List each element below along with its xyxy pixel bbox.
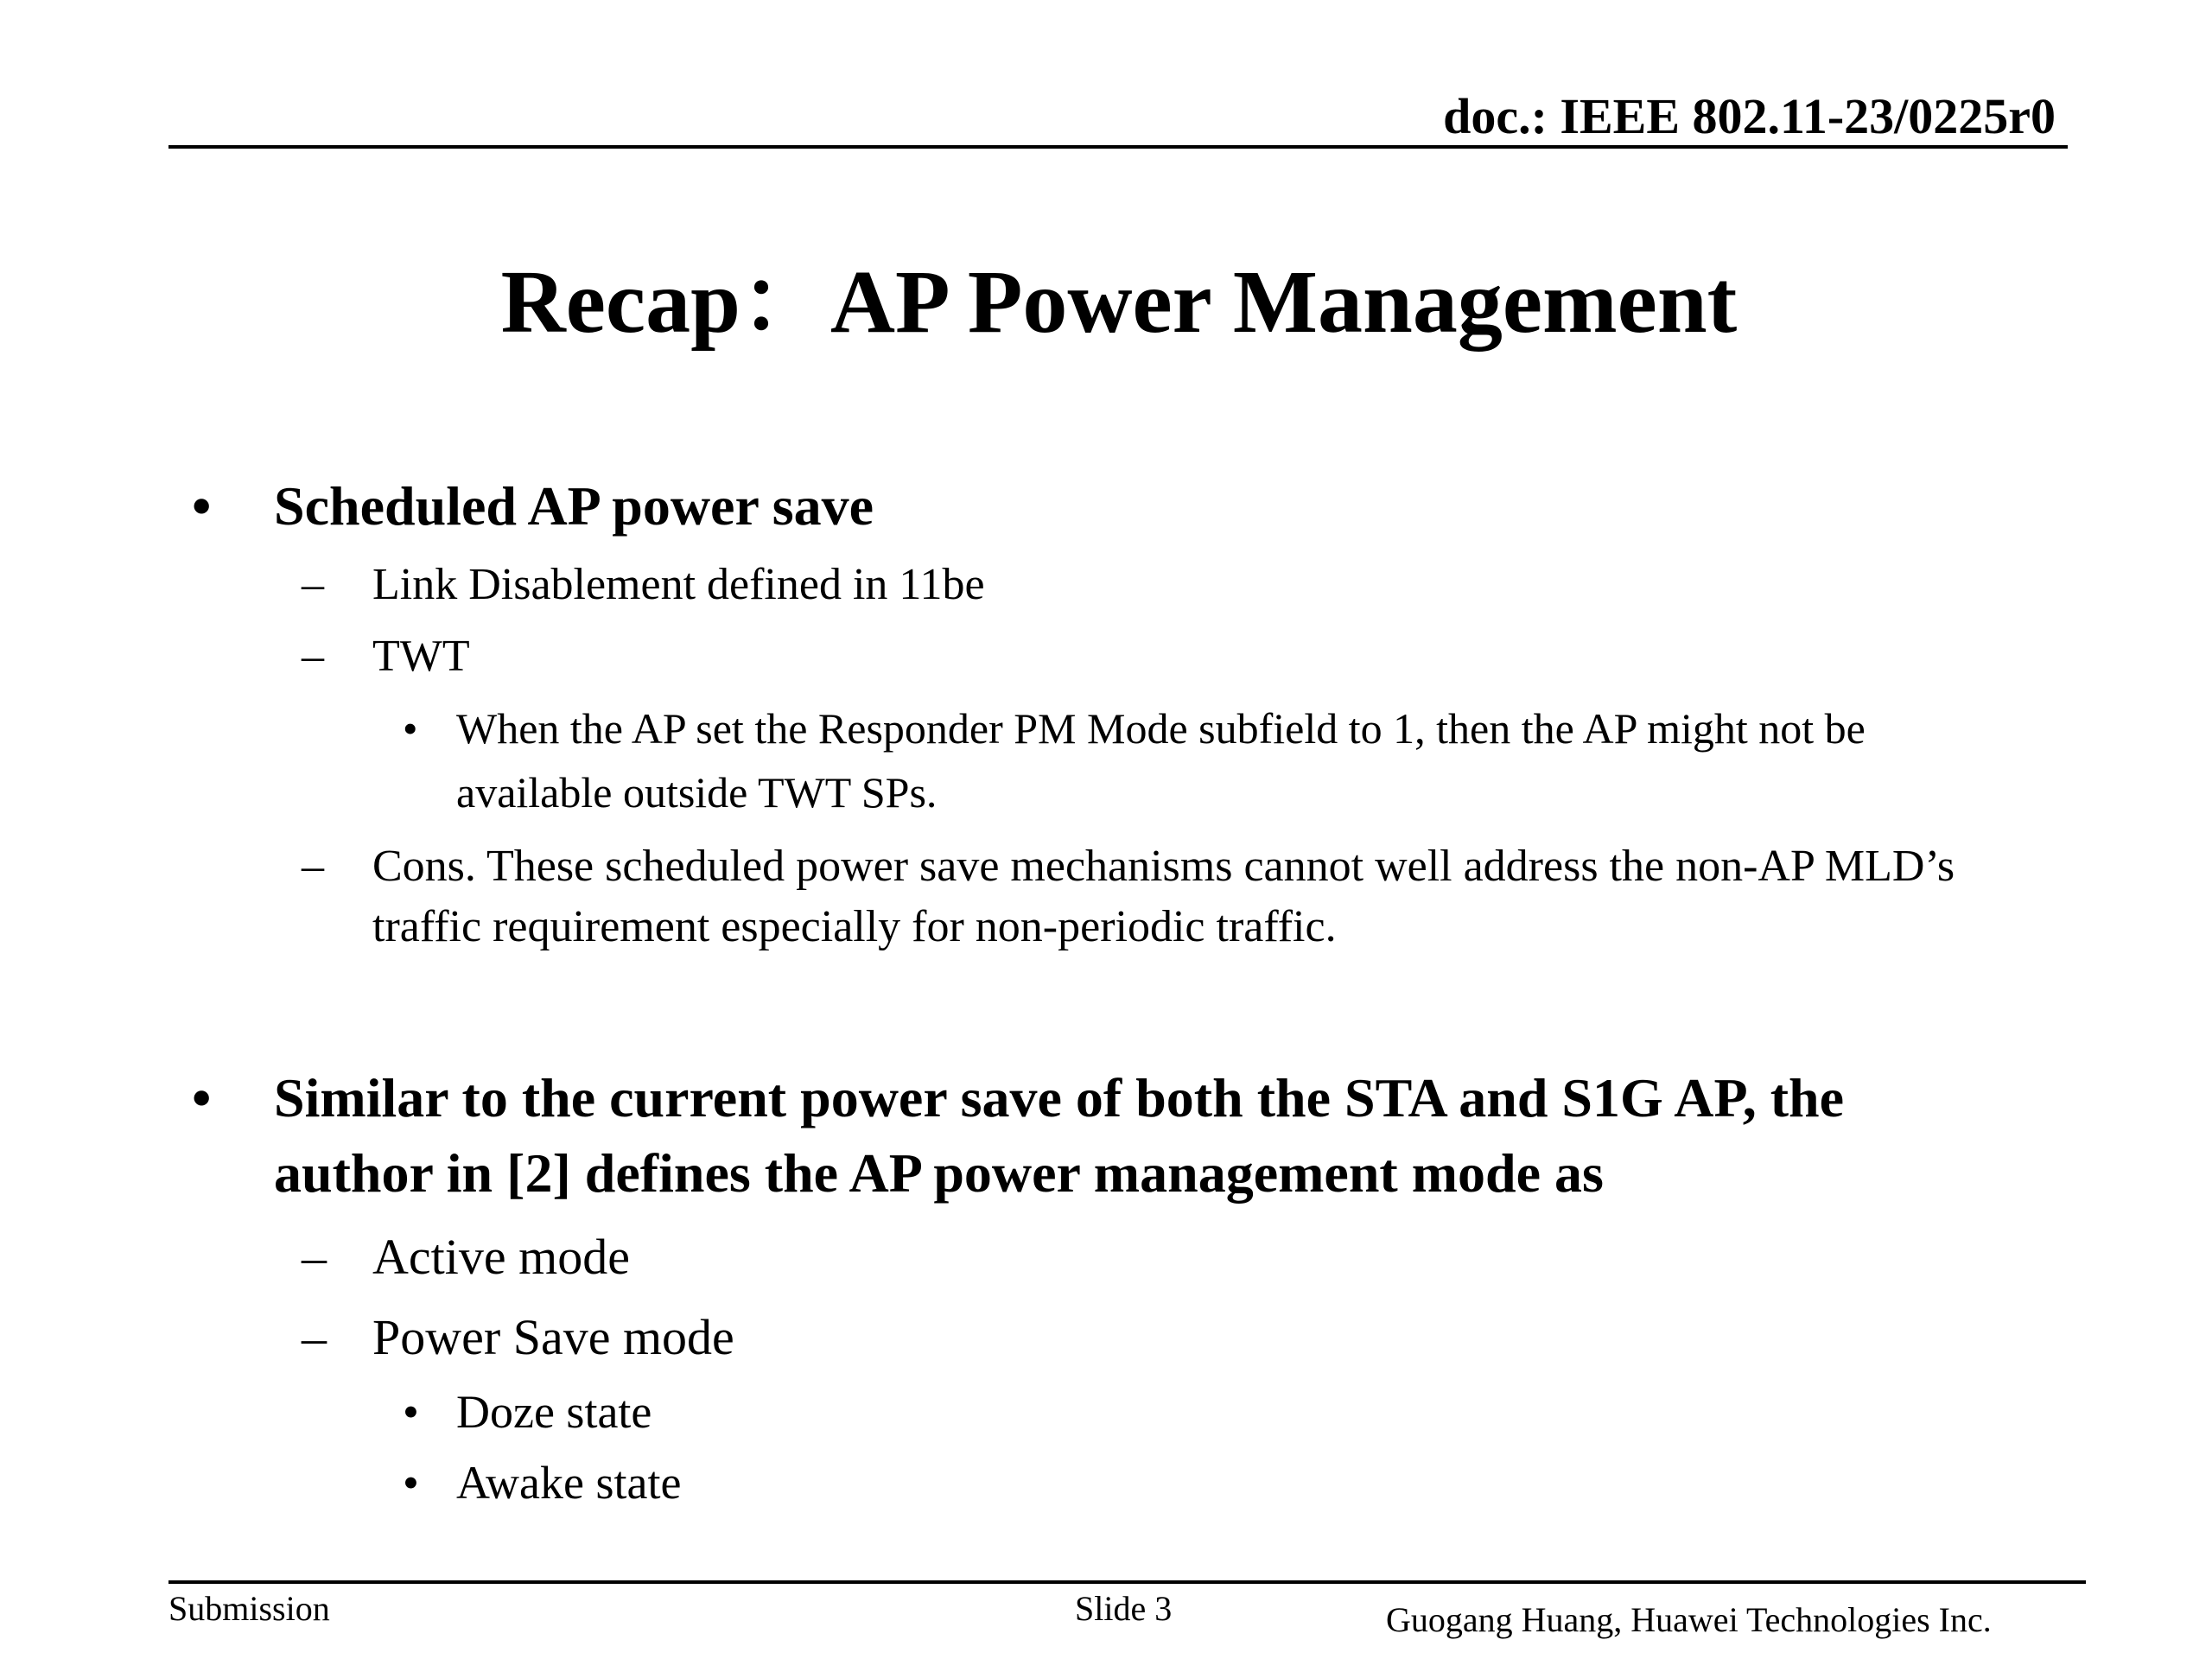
bullet-marker: • xyxy=(403,1457,419,1509)
bullet-ap-pm-mode-line1: Similar to the current power save of both the STA and S1G AP, the xyxy=(274,1067,1844,1128)
twt-detail-line1: When the AP set the Responder PM Mode subfield to 1, then the AP might not be xyxy=(456,704,1866,753)
slide-title: Recap：AP Power Management xyxy=(500,252,1738,352)
document-id: doc.: IEEE 802.11-23/0225r0 xyxy=(1443,88,2056,144)
sub-item-cons-line1: Cons. These scheduled power save mechanisms cannot well address the non-AP MLD’s xyxy=(372,842,1955,891)
sub-item-link-disablement: Link Disablement defined in 11be xyxy=(372,560,985,609)
dash-marker: – xyxy=(302,842,324,891)
footer-submission: Submission xyxy=(168,1589,330,1628)
state-doze: Doze state xyxy=(456,1386,652,1438)
bullet-marker: • xyxy=(403,704,418,753)
dash-marker: – xyxy=(302,560,324,609)
footer-author: Guogang Huang, Huawei Technologies Inc. xyxy=(1386,1600,1992,1639)
state-awake: Awake state xyxy=(456,1457,682,1509)
header-divider xyxy=(168,145,2068,149)
bullet-ap-pm-mode-line2: author in [2] defines the AP power management mode as xyxy=(274,1142,1604,1204)
dash-marker: – xyxy=(302,632,324,681)
bullet-marker: • xyxy=(403,1386,419,1438)
bullet-scheduled-ap-power-save: Scheduled AP power save xyxy=(274,475,874,537)
bullet-marker: • xyxy=(192,1067,212,1128)
footer-slide-number: Slide 3 xyxy=(1075,1589,1173,1628)
sub-item-power-save-mode: Power Save mode xyxy=(372,1309,734,1365)
sub-item-cons-line2: traffic requirement especially for non-periodic traffic. xyxy=(372,902,1337,951)
sub-item-twt: TWT xyxy=(372,632,470,681)
dash-marker: – xyxy=(302,1309,327,1365)
twt-detail-line2: available outside TWT SPs. xyxy=(456,768,938,817)
footer-divider xyxy=(168,1580,2086,1584)
bullet-marker: • xyxy=(192,475,212,537)
sub-item-active-mode: Active mode xyxy=(372,1229,630,1285)
dash-marker: – xyxy=(302,1229,327,1285)
